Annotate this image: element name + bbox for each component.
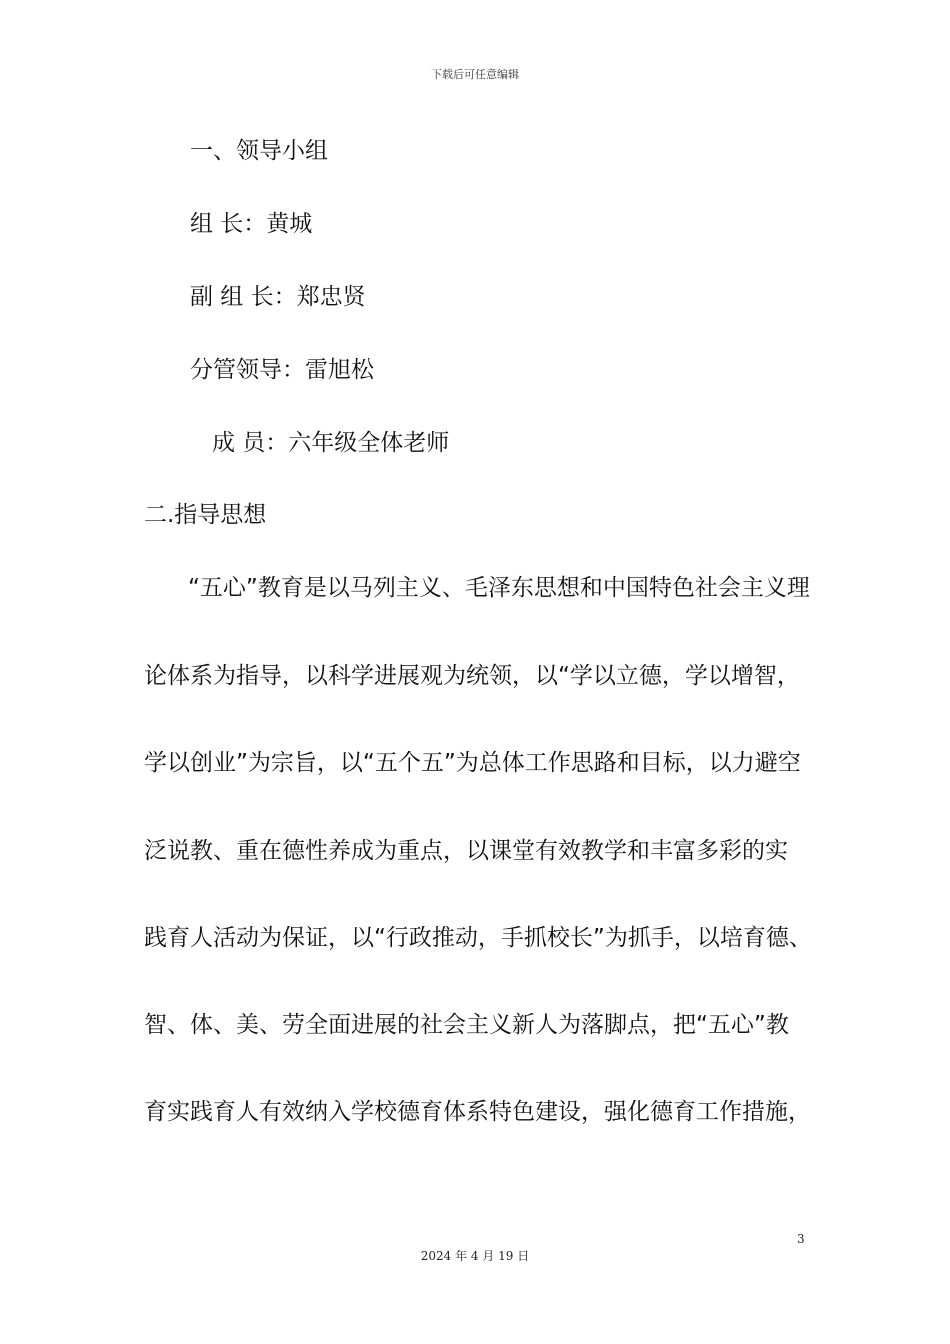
group-leader: 组 长：黄城	[190, 211, 313, 237]
paragraph-line: 泛说教、重在德性养成为重点，以课堂有效教学和丰富多彩的实	[144, 838, 788, 864]
group-members: 成 员：六年级全体老师	[212, 430, 450, 456]
paragraph-line: 论体系为指导，以科学进展观为统领，以“学以立德，学以增智，	[144, 663, 800, 689]
page-number: 3	[797, 1232, 805, 1246]
footer-date: 2024 年 4 月 19 日	[420, 1249, 530, 1263]
header-note: 下载后可任意编辑	[431, 68, 519, 81]
section-title: 二.指导思想	[144, 502, 267, 528]
paragraph-line: 育实践育人有效纳入学校德育体系特色建设，强化德育工作措施，	[144, 1099, 811, 1125]
leadership-heading: 一、领导小组	[190, 138, 328, 164]
paragraph-line: “五心”教育是以马列主义、毛泽东思想和中国特色社会主义理	[188, 575, 810, 601]
supervising-leader: 分管领导：雷旭松	[190, 357, 374, 383]
paragraph-line: 智、体、美、劳全面进展的社会主义新人为落脚点，把“五心”教	[144, 1012, 789, 1038]
paragraph-line: 学以创业”为宗旨，以“五个五”为总体工作思路和目标，以力避空	[144, 750, 801, 776]
deputy-leader: 副 组 长：郑忠贤	[190, 284, 366, 310]
paragraph-line: 践育人活动为保证，以“行政推动，手抓校长”为抓手，以培育德、	[144, 925, 812, 951]
